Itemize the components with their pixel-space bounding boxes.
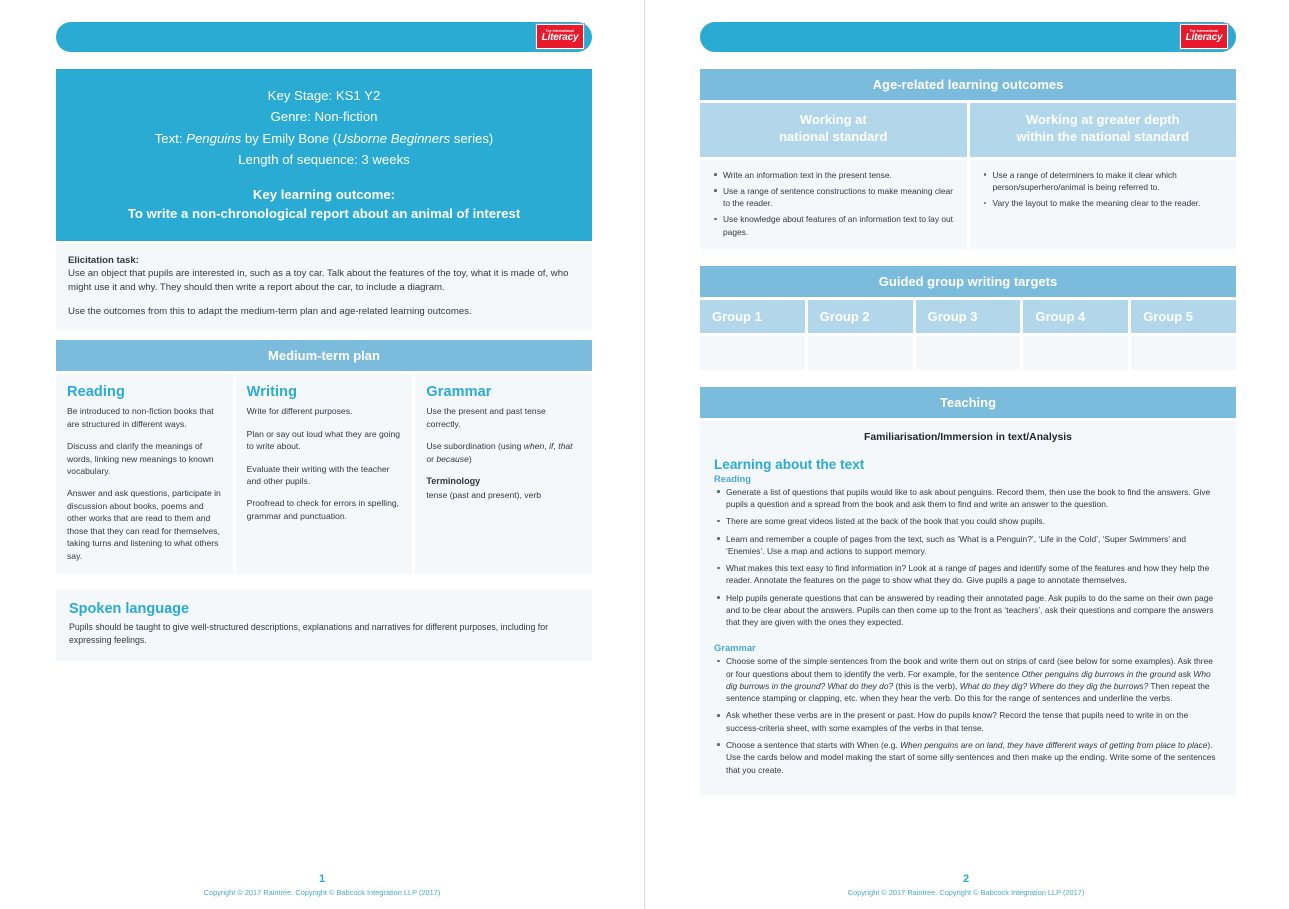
list-item: There are some great videos listed at the back of the book that you could show pupils. <box>714 515 1222 527</box>
list-item: Help pupils generate questions that can be answered by reading their annotated page. Ask pupils to do the same on their own page and to be clear about the answers. Pupils can then come up to the front as ‘teachers’, ask their questions and compare the answers that they are given with the ones they expected. <box>714 592 1222 629</box>
page-1-copyright: Copyright © 2017 Raintree. Copyright © Babcock Integration LLP (2017) <box>203 888 441 897</box>
text-series-name: Usborne Beginners <box>337 130 451 146</box>
age-related-subheaders <box>700 103 1236 157</box>
list-item: Vary the layout to make the meaning clear to the reader. <box>982 197 1225 209</box>
group-header-3: Group 3 <box>916 300 1021 333</box>
group-cell-3[interactable] <box>916 336 1021 370</box>
subheader-col2-line2: within the national standard <box>1016 128 1190 144</box>
mtp-column-grammar <box>415 374 592 574</box>
mtp-grammar-subordination <box>426 440 581 465</box>
grammar-1-italic1: Other penguins dig burrows in the ground <box>1021 668 1176 679</box>
length-of-sequence-line: Length of sequence: 3 weeks <box>238 152 410 168</box>
grammar-1-part3: (this is the verb), <box>893 680 960 691</box>
list-item: Ask whether these verbs are in the present or past. How do pupils know? Record the tense that pupils need to write in on the success-criteria sheet, with some examples of the verbs in that tense. <box>714 709 1222 734</box>
subordination-if: if <box>549 441 554 452</box>
logo-supertext-page-2: The International <box>1189 28 1219 33</box>
key-stage-line: Key Stage: KS1 Y2 <box>267 88 381 103</box>
page-2-copyright: Copyright © 2017 Raintree. Copyright © Babcock Integration LLP (2017) <box>847 888 1085 897</box>
mtp-reading-para-1: Be introduced to non-fiction books that are structured in different ways. <box>67 406 214 429</box>
elicitation-body: Use an object that pupils are interested in, such as a toy car. Talk about the features of the toy, what it is made of, who might use it and why. They should then write a report about the car, to include a diagram. <box>68 268 569 293</box>
group-cell-2[interactable] <box>808 336 913 370</box>
teaching-body-panel <box>700 421 1236 795</box>
page-2 <box>644 0 1288 909</box>
page-1-folio: 1 <box>318 873 326 885</box>
logo-wordmark-page-2: Literacy <box>1185 32 1223 44</box>
teaching-grammar-list <box>714 655 1222 775</box>
grammar-3-italic1: When penguins are on land, they have different ways of getting from place to place <box>900 739 1208 750</box>
mtp-writing-para-1: Write for different purposes. <box>246 406 353 417</box>
outcomes-greater-depth-list <box>982 169 1225 210</box>
group-cell-4[interactable] <box>1023 336 1128 370</box>
subordination-prefix: Use subordination (using <box>426 441 524 452</box>
teaching-header: Teaching <box>700 387 1236 418</box>
subordination-suffix: ) <box>468 453 472 464</box>
group-header-row <box>700 300 1236 333</box>
subordination-that: that <box>558 441 573 452</box>
subheader-col1-line2: national standard <box>779 128 888 144</box>
page-2-footer <box>644 873 1288 897</box>
mtp-writing-para-2: Plan or say out loud what they are going to write about. <box>246 428 401 452</box>
subheader-col1-line1: Working at <box>799 112 867 127</box>
mtp-reading-para-2: Discuss and clarify the meanings of words, linking new meanings to known vocabulary. <box>67 441 214 477</box>
subordination-mid-3: or <box>426 453 437 464</box>
key-stage-hero-panel <box>56 69 592 241</box>
literacy-logo <box>536 24 584 49</box>
page-2-top-bar <box>700 22 1236 52</box>
medium-term-plan-header: Medium-term plan <box>56 340 592 371</box>
elicitation-task-panel <box>56 244 592 330</box>
age-related-outcomes-header: Age-related learning outcomes <box>700 69 1236 100</box>
subheader-col2-line1: Working at greater depth <box>1025 112 1180 127</box>
list-item: Write an information text in the present tense. <box>712 169 955 181</box>
logo-supertext: The International <box>545 28 575 33</box>
teaching-phase-label: Familiarisation/Immersion in text/Analysis <box>864 431 1072 443</box>
group-header-5: Group 5 <box>1131 300 1236 333</box>
list-item <box>714 655 1222 704</box>
outcomes-national-standard-list <box>712 169 955 238</box>
page-1-footer <box>0 873 644 897</box>
grammar-1-part4: Then repeat the sentence stamping or clapping, etc. when they hear the verb. Do this for the range of sentences and underline the verbs. <box>726 680 1210 704</box>
mtp-reading-title: Reading <box>67 384 125 401</box>
list-item: Use a range of determiners to make it clear which person/superhero/animal is being referred to. <box>982 169 1225 193</box>
list-item: Learn and remember a couple of pages from the text, such as ‘What is a Penguin?’, ‘Life in the Cold’, ‘Super Swimmers’ and ‘Enemies’. Use a map and actions to support memory. <box>714 533 1222 558</box>
elicitation-note: Use the outcomes from this to adapt the medium-term plan and age-related learning outcomes. <box>68 305 472 317</box>
outcomes-national-standard <box>700 160 967 249</box>
subordination-mid-1: , <box>544 441 550 452</box>
grammar-3-part2: ). Use the cards below and model making the start of some silly sentences and then make up the ending. Write some of the sentences that you create. <box>726 739 1216 775</box>
mtp-writing-para-4: Proofread to check for errors in spelling, grammar and punctuation. <box>246 498 400 521</box>
subheader-working-at-greater-depth <box>970 103 1237 157</box>
mtp-grammar-title: Grammar <box>426 384 492 401</box>
list-item: Use a range of sentence constructions to make meaning clear to the reader. <box>712 185 955 209</box>
page-2-folio: 2 <box>962 873 970 885</box>
guided-group-writing-targets-header: Guided group writing targets <box>700 266 1236 297</box>
literacy-logo-page-2 <box>1180 24 1228 49</box>
genre-line: Genre: Non-fiction <box>270 109 378 125</box>
grammar-1-part1: Choose some of the simple sentences from the book and write them out on strips of card (see below for some examples). Ask three or four questions about them to identify the verb. For example, for the sentence <box>726 656 1213 679</box>
text-mid: by Emily Bone ( <box>241 130 338 146</box>
teaching-reading-list <box>714 486 1222 629</box>
page-1-top-bar <box>56 22 592 52</box>
learning-about-the-text-title: Learning about the text <box>714 456 865 472</box>
elicitation-label: Elicitation task: <box>68 254 139 266</box>
mtp-writing-para-3: Evaluate their writing with the teacher and other pupils. <box>246 463 390 487</box>
mtp-terminology-text: tense (past and present), verb <box>426 490 541 501</box>
text-prefix: Text: <box>154 130 187 146</box>
age-related-outcome-cells <box>700 160 1236 249</box>
spoken-language-title: Spoken language <box>69 601 190 618</box>
teaching-grammar-label: Grammar <box>714 642 756 654</box>
page-1 <box>0 0 644 909</box>
grammar-1-italic2: Who dig burrows in the ground? What do they do? <box>726 668 1211 691</box>
list-item: What makes this text easy to find information in? Look at a range of pages and identify some of the features and how they help the reader. Annotate the features on the page to show what they do. Give pupils a page to annotate themselves. <box>714 562 1222 587</box>
mtp-column-reading <box>56 374 233 574</box>
medium-term-plan-columns <box>56 374 592 574</box>
group-header-1: Group 1 <box>700 300 805 333</box>
text-book-title: Penguins <box>186 130 242 146</box>
grammar-1-part2: ask <box>1175 668 1194 679</box>
list-item: Use knowledge about features of an information text to lay out pages. <box>712 213 955 237</box>
text-suffix: series) <box>450 130 494 146</box>
grammar-1-italic3: What do they dig? Where do they dig the burrows? <box>959 680 1149 691</box>
list-item <box>714 739 1222 776</box>
grammar-3-part1: Choose a sentence that starts with When (e.g. <box>726 739 901 750</box>
subordination-mid-2: , <box>553 441 559 452</box>
elicitation-body-paragraph <box>68 254 580 295</box>
key-learning-outcome-text: To write a non-chronological report about an animal of interest <box>127 205 521 221</box>
outcomes-greater-depth <box>970 160 1237 249</box>
group-cell-5[interactable] <box>1131 336 1236 370</box>
logo-wordmark: Literacy <box>541 32 579 44</box>
group-header-4: Group 4 <box>1023 300 1128 333</box>
list-item: Generate a list of questions that pupils would like to ask about penguins. Record them, then use the book to find the answers. Give pupils a question and a spread from the book and ask them to find and write an answer to the question. <box>714 486 1222 511</box>
mtp-reading-para-3: Answer and ask questions, participate in discussion about books, poems and other works that are read to them and those that they can read for themselves, taking turns and listening to what others say. <box>67 488 221 561</box>
mtp-terminology-label: Terminology <box>426 476 481 487</box>
group-cell-row <box>700 336 1236 370</box>
group-cell-1[interactable] <box>700 336 805 370</box>
key-learning-outcome-label: Key learning outcome: <box>252 186 396 202</box>
key-learning-outcome <box>66 185 582 223</box>
mtp-grammar-para-1: Use the present and past tense correctly. <box>426 406 546 429</box>
spoken-language-body: Pupils should be taught to give well-structured descriptions, explanations and narratives for different purposes, including for expressing feelings. <box>69 622 549 645</box>
subordination-because: because <box>436 453 469 464</box>
text-line <box>66 128 582 149</box>
group-header-2: Group 2 <box>808 300 913 333</box>
teaching-reading-label: Reading <box>714 472 751 484</box>
mtp-column-writing <box>236 374 413 574</box>
subordination-when: when <box>523 441 545 452</box>
subheader-working-at-national-standard <box>700 103 967 157</box>
mtp-writing-title: Writing <box>246 384 298 401</box>
spoken-language-panel <box>56 590 592 661</box>
